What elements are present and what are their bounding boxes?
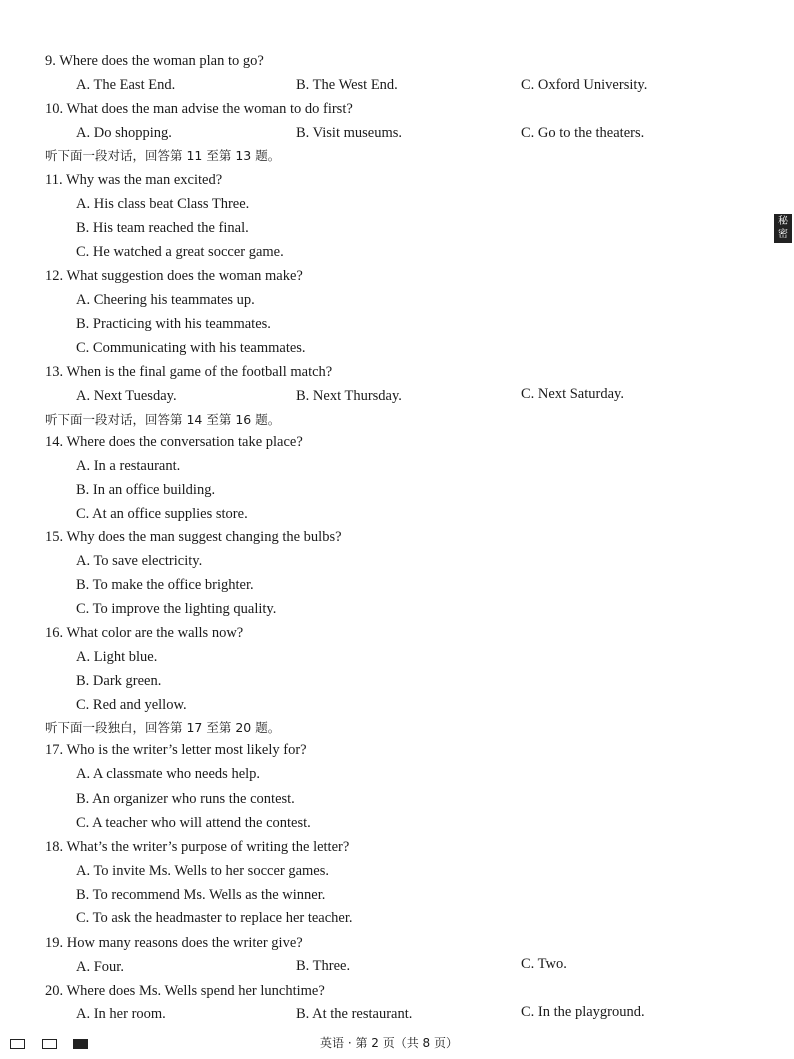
section-instruction: 听下面一段对话，回答第 11 至第 13 题。 (45, 148, 281, 163)
section-instruction: 听下面一段独白，回答第 17 至第 20 题。 (45, 720, 281, 735)
page-footer (0, 1034, 794, 1054)
option-a: A. In a restaurant. (76, 458, 181, 474)
question-19: 19. How many reasons does the writer give? (45, 935, 303, 951)
option-a: A. In her room. (76, 1006, 166, 1022)
option-a: A. His class beat Class Three. (76, 196, 250, 212)
option-c: C. Communicating with his teammates. (76, 340, 306, 356)
question-11: 11. Why was the man excited? (45, 172, 223, 188)
option-b: B. To recommend Ms. Wells as the winner. (76, 887, 326, 903)
question-15: 15. Why does the man suggest changing the bulbs? (45, 529, 342, 545)
option-a: A. The East End. (76, 77, 176, 93)
option-b: B. His team reached the final. (76, 220, 249, 236)
option-c: C. To ask the headmaster to replace her teacher. (76, 910, 353, 926)
option-b: B. To make the office brighter. (76, 577, 254, 593)
option-c: C. A teacher who will attend the contest. (76, 815, 311, 831)
option-a: A. A classmate who needs help. (76, 766, 261, 782)
hollow-square-marker (10, 1039, 25, 1049)
section-instruction: 听下面一段对话，回答第 14 至第 16 题。 (45, 412, 281, 427)
question-13: 13. When is the final game of the football match? (45, 364, 333, 380)
option-b: B. In an office building. (76, 482, 216, 498)
option-b: B. An organizer who runs the contest. (76, 791, 295, 807)
option-b: B. Visit museums. (296, 125, 403, 141)
option-c: C. Two. (521, 956, 567, 972)
option-b: B. Next Thursday. (296, 388, 402, 404)
option-a: A. To save electricity. (76, 553, 203, 569)
option-a: A. Next Tuesday. (76, 388, 177, 404)
option-c: C. Go to the theaters. (521, 125, 645, 141)
option-a: A. Light blue. (76, 649, 158, 665)
option-b: B. Three. (296, 958, 351, 974)
question-17: 17. Who is the writer’s letter most likely for? (45, 742, 307, 758)
question-14: 14. Where does the conversation take place? (45, 434, 303, 450)
question-9: 9. Where does the woman plan to go? (45, 53, 264, 69)
option-c: C. Oxford University. (521, 77, 648, 93)
option-b: B. At the restaurant. (296, 1006, 413, 1022)
option-c: C. Next Saturday. (521, 386, 624, 402)
question-12: 12. What suggestion does the woman make? (45, 268, 303, 284)
filled-square-marker (73, 1039, 88, 1049)
option-a: A. Cheering his teammates up. (76, 292, 255, 308)
option-b: B. The West End. (296, 77, 398, 93)
confidential-tab: 秘密 (774, 214, 792, 243)
question-18: 18. What’s the writer’s purpose of writing the letter? (45, 839, 350, 855)
hollow-square-marker (42, 1039, 57, 1049)
option-a: A. Four. (76, 959, 124, 975)
option-b: B. Practicing with his teammates. (76, 316, 271, 332)
option-c: C. At an office supplies store. (76, 506, 248, 522)
question-20: 20. Where does Ms. Wells spend her lunchtime? (45, 983, 325, 999)
question-10: 10. What does the man advise the woman to do first? (45, 101, 353, 117)
option-c: C. Red and yellow. (76, 697, 187, 713)
question-16: 16. What color are the walls now? (45, 625, 244, 641)
option-c: C. He watched a great soccer game. (76, 244, 284, 260)
page-number: 英语 · 第 2 页（共 8 页） (320, 1036, 458, 1050)
option-a: A. Do shopping. (76, 125, 172, 141)
option-b: B. Dark green. (76, 673, 162, 689)
option-c: C. In the playground. (521, 1004, 645, 1020)
option-c: C. To improve the lighting quality. (76, 601, 277, 617)
option-a: A. To invite Ms. Wells to her soccer games. (76, 863, 329, 879)
